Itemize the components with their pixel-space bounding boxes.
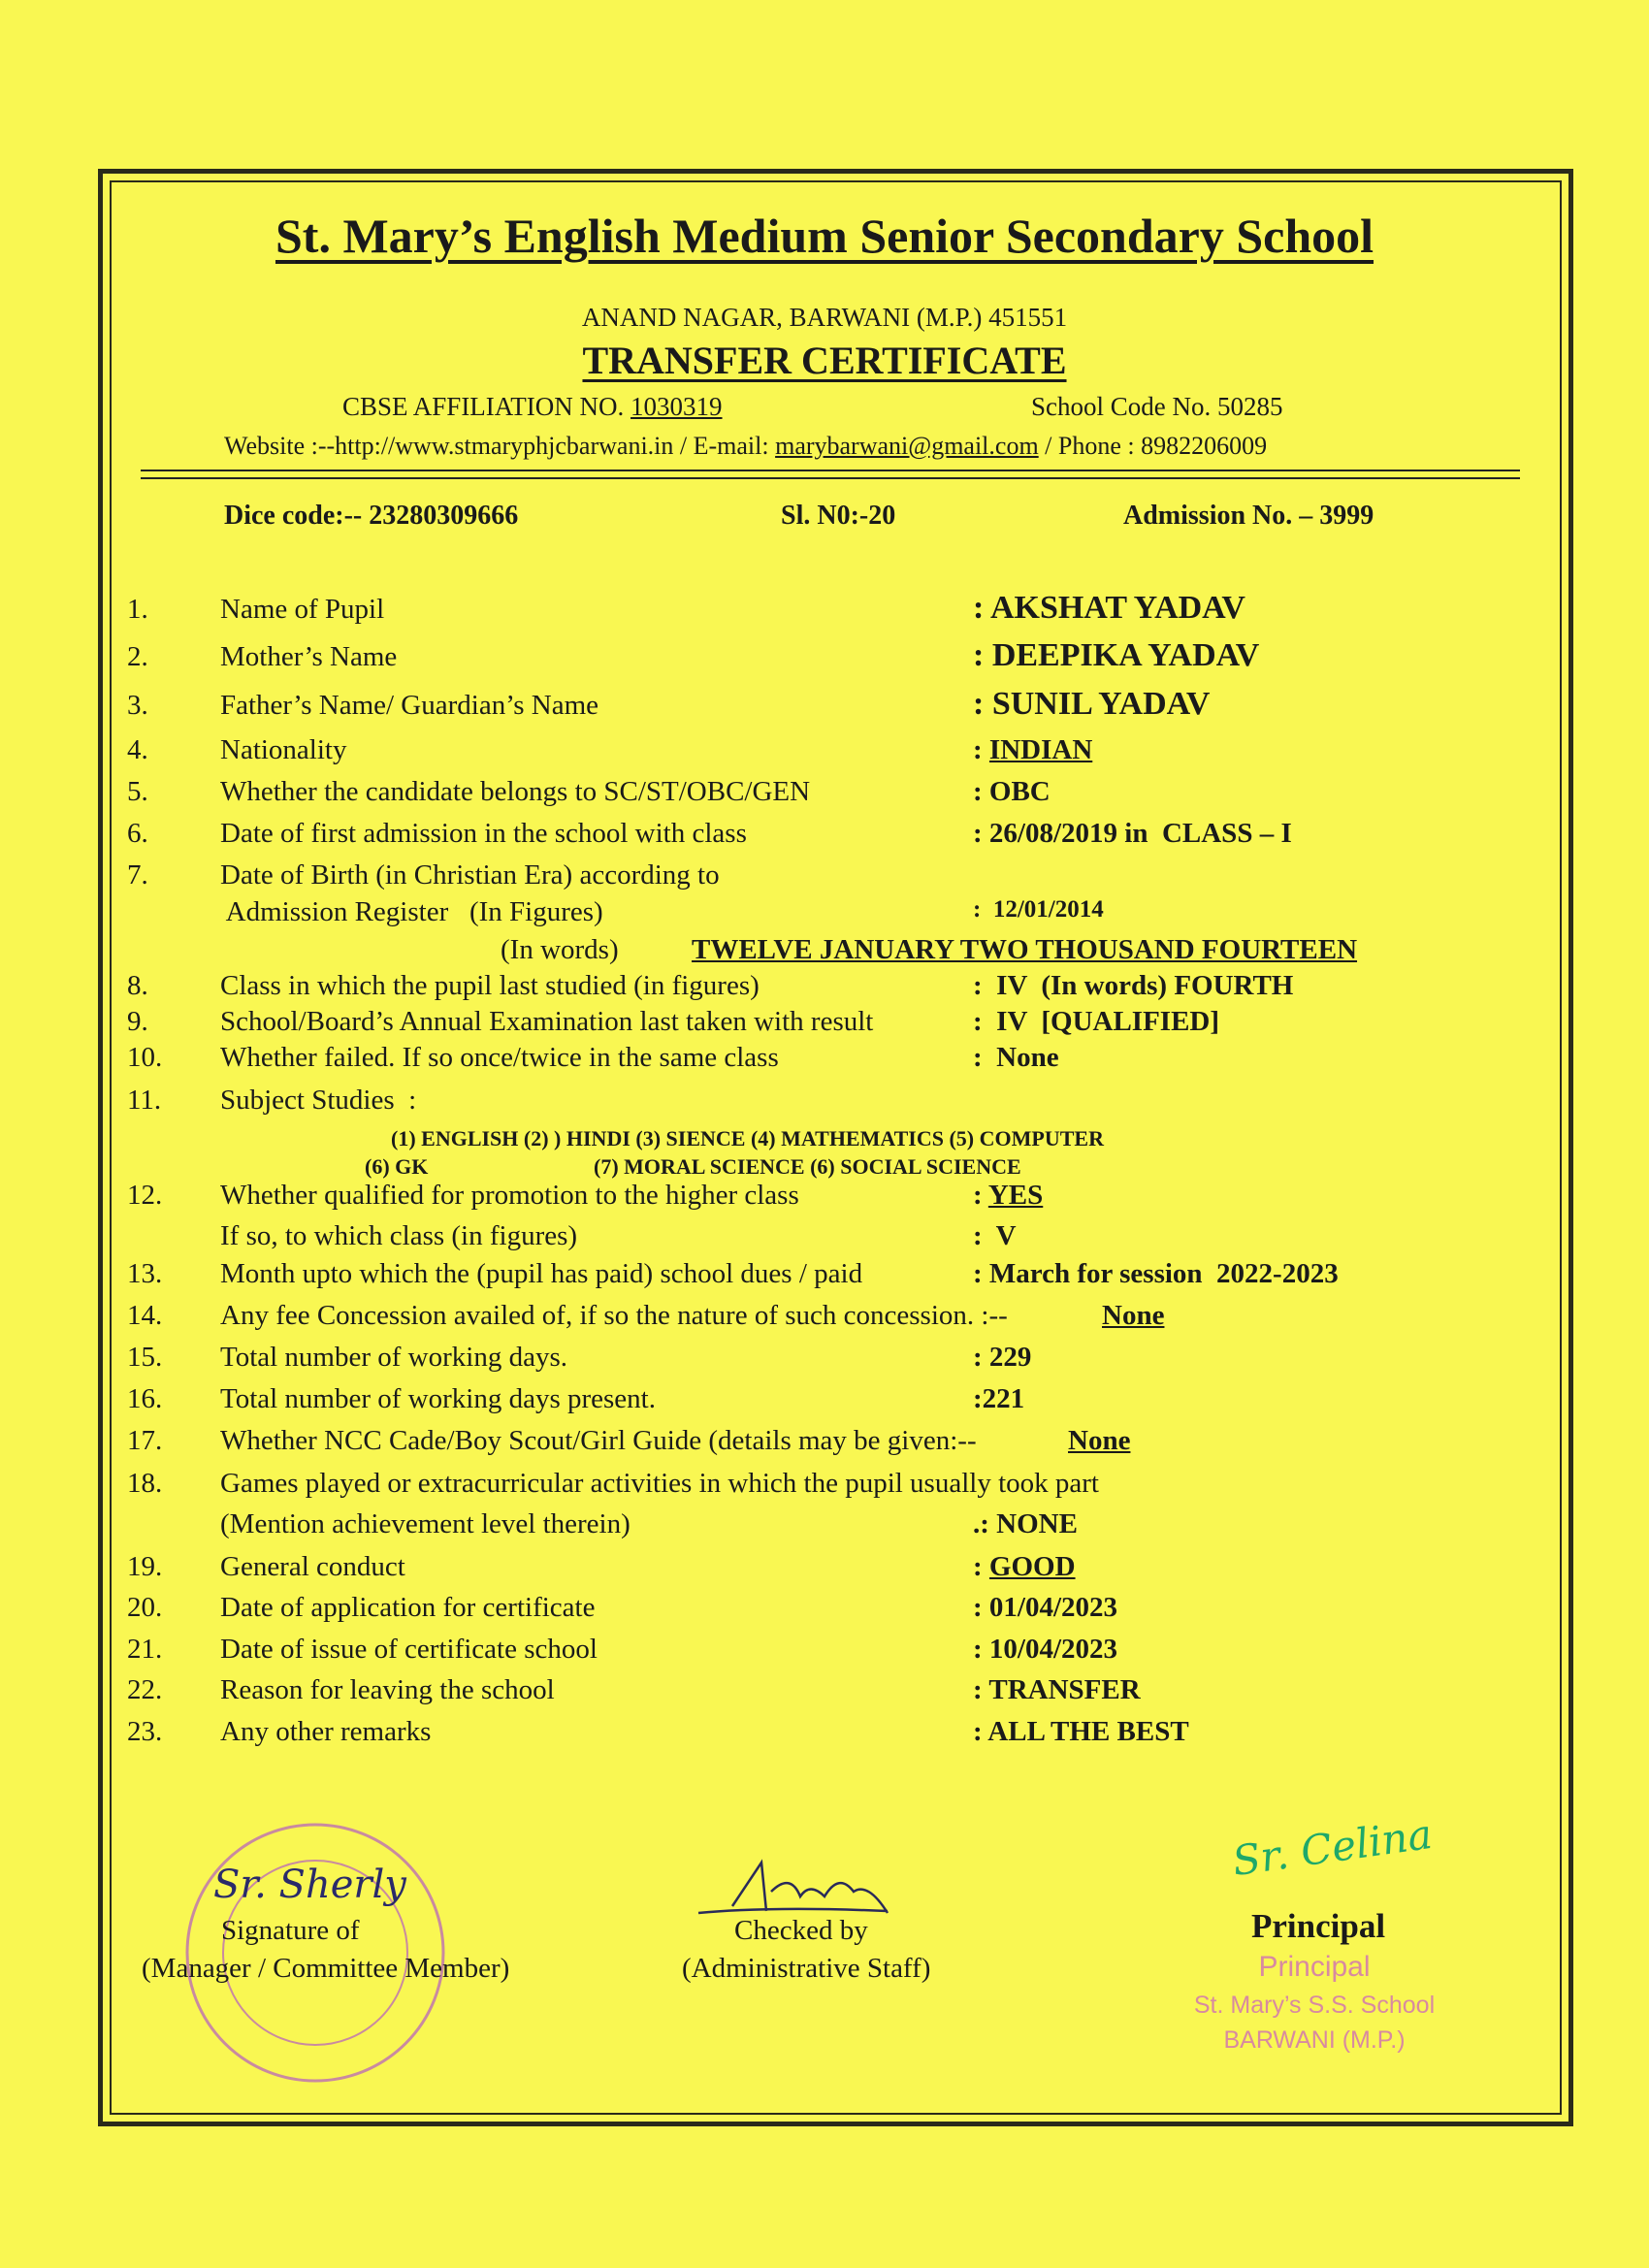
field-label: Date of Birth (in Christian Era) according to	[220, 859, 720, 891]
principal-stamp-title: Principal	[1258, 1951, 1371, 1983]
field-value: : GOOD	[973, 1551, 1076, 1582]
field-value: : V	[973, 1220, 1017, 1251]
row-number: 14.	[127, 1300, 163, 1331]
contact-line: Website :--http://www.stmaryphjcbarwani.in / E-mail: marybarwani@gmail.com / Phone : 8982206009	[224, 432, 1268, 460]
field-value: None	[1102, 1300, 1165, 1331]
field-value: .: NONE	[973, 1508, 1078, 1539]
field-label: General conduct	[220, 1551, 405, 1582]
field-label: Name of Pupil	[220, 594, 385, 625]
dob-words: TWELVE JANUARY TWO THOUSAND FOURTEEN	[692, 934, 1358, 965]
staff-role-label: (Administrative Staff)	[682, 1953, 931, 1984]
field-value: None	[1068, 1425, 1131, 1456]
field-value: : TRANSFER	[973, 1674, 1141, 1705]
field-value: :221	[973, 1383, 1025, 1414]
field-label: Mother’s Name	[220, 641, 398, 672]
field-value: : None	[973, 1042, 1059, 1073]
field-value-text: YES	[987, 1180, 1044, 1211]
email-link: marybarwani@gmail.com	[775, 432, 1039, 460]
row-number: 22.	[127, 1674, 163, 1705]
field-value: : 10/04/2023	[973, 1634, 1118, 1665]
field-value: : IV (In words) FOURTH	[973, 970, 1294, 1001]
row-number: 18.	[127, 1468, 163, 1499]
field-value-text: INDIAN	[988, 734, 1093, 765]
row-number: 12.	[127, 1180, 163, 1211]
principal-label: Principal	[1251, 1907, 1386, 1945]
row-number: 8.	[127, 970, 148, 1001]
field-label: Month upto which the (pupil has paid) school dues / paid	[220, 1258, 863, 1289]
row-number: 4.	[127, 734, 148, 765]
field-value: : AKSHAT YADAV	[973, 590, 1245, 626]
field-label: Whether failed. If so once/twice in the same class	[220, 1042, 779, 1073]
field-value: : 12/01/2014	[973, 896, 1104, 923]
row-number: 10.	[127, 1042, 163, 1073]
field-value: : DEEPIKA YADAV	[973, 637, 1260, 673]
field-label: Date of first admission in the school with class	[220, 818, 747, 849]
field-label: Admission Register (In Figures)	[220, 896, 603, 927]
affiliation: CBSE AFFILIATION NO. 1030319	[342, 392, 723, 421]
field-label: Nationality	[220, 734, 347, 765]
document-title: TRANSFER CERTIFICATE	[582, 339, 1067, 382]
dob-words-label: (In words)	[501, 934, 619, 965]
field-value: : 01/04/2023	[973, 1592, 1118, 1623]
divider	[141, 470, 1520, 471]
school-address: ANAND NAGAR, BARWANI (M.P.) 451551	[581, 303, 1068, 332]
field-label: Whether NCC Cade/Boy Scout/Girl Guide (details may be given:--	[220, 1425, 977, 1456]
row-number: 2.	[127, 641, 148, 672]
manager-role-label: (Manager / Committee Member)	[142, 1953, 510, 1984]
field-value: : 26/08/2019 in CLASS – I	[973, 818, 1292, 849]
field-label: Whether qualified for promotion to the higher class	[220, 1180, 799, 1211]
row-number: 16.	[127, 1383, 163, 1414]
row-number: 7.	[127, 859, 148, 891]
field-label: Date of application for certificate	[220, 1592, 596, 1623]
principal-signature: Sr. Celina	[1229, 1809, 1436, 1886]
row-number: 6.	[127, 818, 148, 849]
subjects-line-1: (1) ENGLISH (2) ) HINDI (3) SIENCE (4) MATHEMATICS (5) COMPUTER	[391, 1126, 1104, 1150]
field-label: Any fee Concession availed of, if so the nature of such concession. :--	[220, 1300, 1008, 1331]
row-number: 5.	[127, 776, 148, 807]
field-label: Total number of working days.	[220, 1342, 567, 1373]
principal-stamp-school: St. Mary’s S.S. School	[1193, 1992, 1436, 2019]
school-code: School Code No. 50285	[1031, 392, 1283, 421]
field-value: : YES	[973, 1180, 1044, 1211]
dice-code: Dice code:-- 23280309666	[224, 501, 519, 531]
field-value: : March for session 2022-2023	[973, 1258, 1339, 1289]
field-label: School/Board’s Annual Examination last taken with result	[220, 1006, 874, 1037]
row-number: 1.	[127, 594, 148, 625]
row-number: 3.	[127, 690, 148, 721]
admission-no: Admission No. – 3999	[1123, 501, 1374, 531]
field-label: Games played or extracurricular activities in which the pupil usually took part	[220, 1468, 1099, 1499]
field-label: Whether the candidate belongs to SC/ST/OBC/GEN	[220, 776, 811, 807]
field-value: : SUNIL YADAV	[973, 686, 1211, 722]
subjects-line-2b: (7) MORAL SCIENCE (6) SOCIAL SCIENCE	[594, 1154, 1021, 1179]
field-label: Father’s Name/ Guardian’s Name	[220, 690, 599, 721]
row-number: 15.	[127, 1342, 163, 1373]
field-label: (Mention achievement level therein)	[220, 1508, 630, 1539]
staff-signature	[694, 1853, 907, 1921]
principal-stamp-place: BARWANI (M.P.)	[1223, 2026, 1406, 2054]
manager-signature: Sr. Sherly	[213, 1863, 406, 1907]
field-label: Total number of working days present.	[220, 1383, 656, 1414]
field-value: : 229	[973, 1342, 1032, 1373]
field-value-text: GOOD	[988, 1551, 1076, 1582]
row-number: 17.	[127, 1425, 163, 1456]
row-number: 13.	[127, 1258, 163, 1289]
field-value: : INDIAN	[973, 734, 1093, 765]
field-label: Subject Studies :	[220, 1085, 417, 1116]
field-value: : OBC	[973, 776, 1051, 807]
subjects-line-2a: (6) GK	[365, 1154, 429, 1179]
field-label: If so, to which class (in figures)	[220, 1220, 578, 1251]
staff-checked-label: Checked by	[734, 1915, 868, 1946]
field-value: : ALL THE BEST	[973, 1716, 1189, 1747]
row-number: 9.	[127, 1006, 148, 1037]
row-number: 21.	[127, 1634, 163, 1665]
field-label: Any other remarks	[220, 1716, 432, 1747]
school-name: St. Mary’s English Medium Senior Secondary School	[275, 209, 1374, 263]
field-label: Date of issue of certificate school	[220, 1634, 598, 1665]
field-label: Class in which the pupil last studied (in figures)	[220, 970, 760, 1001]
divider	[141, 477, 1520, 479]
field-label: Reason for leaving the school	[220, 1674, 555, 1705]
field-value: : IV [QUALIFIED]	[973, 1006, 1220, 1037]
row-number: 19.	[127, 1551, 163, 1582]
serial-no: Sl. N0:-20	[781, 501, 896, 531]
row-number: 11.	[127, 1085, 162, 1116]
row-number: 20.	[127, 1592, 163, 1623]
row-number: 23.	[127, 1716, 163, 1747]
manager-signature-label: Signature of	[221, 1915, 360, 1946]
